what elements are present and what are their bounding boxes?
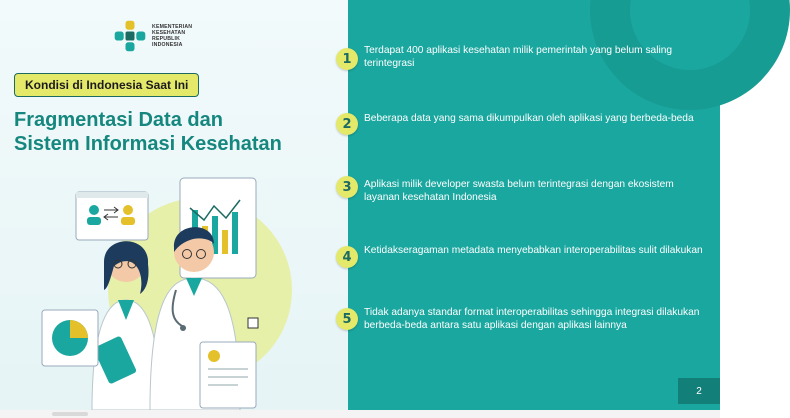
logo-line-3: REPUBLIK xyxy=(152,36,181,42)
item-number-badge: 3 xyxy=(336,176,358,198)
pie-chart-card-icon xyxy=(42,310,98,366)
page-title xyxy=(14,108,344,156)
kemenkes-logo xyxy=(112,18,192,54)
bottom-strip xyxy=(0,410,720,418)
item-text: Beberapa data yang sama dikumpulkan oleh aplikasi yang berbeda-beda xyxy=(364,113,694,124)
title-line-2: Sistem Informasi Kesehatan xyxy=(14,133,282,155)
item-text: Tidak adanya standar format interoperabilitas sehingga integrasi dilakukan berbeda-beda antara satu aplikasi dengan aplikasi lainnya xyxy=(364,307,700,331)
logo-line-1: KEMENTERIAN xyxy=(152,24,193,30)
item-text: Terdapat 400 aplikasi kesehatan milik pemerintah yang belum saling terintegrasi xyxy=(364,45,673,69)
page-number: 2 xyxy=(678,378,720,404)
scroll-indicator xyxy=(52,412,88,416)
logo-line-2: KESEHATAN xyxy=(152,30,186,36)
right-panel xyxy=(342,0,720,410)
item-number-badge: 1 xyxy=(336,48,358,70)
item-number-badge: 2 xyxy=(336,113,358,135)
item-text: Aplikasi milik developer swasta belum terintegrasi dengan ekosistem layanan kesehatan Indonesia xyxy=(364,179,674,203)
user-exchange-card-icon xyxy=(76,192,148,240)
logo-line-4: INDONESIA xyxy=(152,42,183,48)
item-number-badge: 5 xyxy=(336,308,358,330)
checkbox-decoration-icon xyxy=(248,318,258,328)
item-number-badge: 4 xyxy=(336,246,358,268)
document-card-icon xyxy=(200,342,256,408)
left-panel xyxy=(0,0,348,410)
item-text: Ketidakseragaman metadata menyebabkan interoperabilitas sulit dilakukan xyxy=(364,245,703,256)
health-workers-illustration xyxy=(0,170,348,410)
title-line-1: Fragmentasi Data dan xyxy=(14,109,223,131)
kemenkes-logo-icon xyxy=(112,18,148,54)
section-badge: Kondisi di Indonesia Saat Ini xyxy=(14,73,199,97)
